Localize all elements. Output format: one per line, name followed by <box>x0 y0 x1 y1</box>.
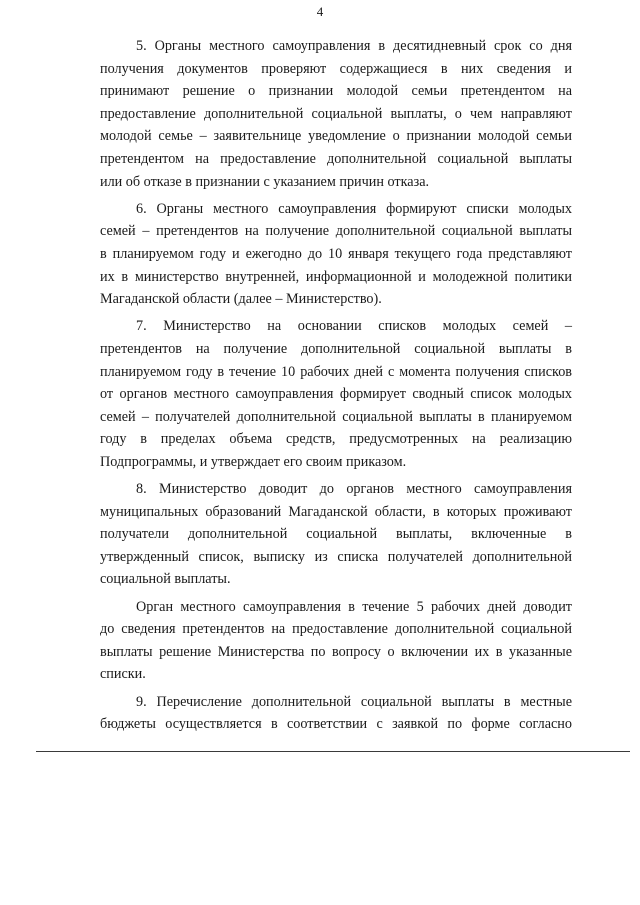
text-line: 9. Перечисление дополнительной социальной выплаты в местные <box>136 693 572 710</box>
text-line: претендентом на предоставление дополнительной социальной выплаты <box>100 150 572 167</box>
text-line: 5. Органы местного самоуправления в десятидневный срок со дня <box>136 38 572 54</box>
text-line: молодой семье – заявительнице уведомление о признании молодой семьи <box>100 128 572 145</box>
text-line: муниципальных образований Магаданской области, в которых проживают <box>100 503 572 520</box>
paragraph-6 <box>100 198 572 311</box>
text-line: 6. Органы местного самоуправления формируют списки молодых <box>136 200 572 217</box>
paragraph-9 <box>100 691 572 736</box>
text-line: в планируемом году и ежегодно до 10 января текущего года представляют <box>100 245 572 262</box>
text-line: социальной выплаты. <box>100 571 231 588</box>
text-line: принимают решение о признании молодой семьи претендентом на <box>100 83 572 100</box>
text-line: или об отказе в признании с указанием причин отказа. <box>100 173 430 190</box>
text-line: семей – получателей дополнительной социальной выплаты в планируемом <box>100 408 572 425</box>
text-line: получатели дополнительной социальной выплаты, включенные в <box>100 526 572 543</box>
text-line: Подпрограммы, и утверждает его своим приказом. <box>100 453 407 470</box>
text-line: бюджеты осуществляется в соответствии с заявкой по форме согласно <box>100 716 572 733</box>
text-line: получения документов проверяют содержащиеся в них сведения и <box>100 60 572 77</box>
text-line: их в министерство внутренней, информационной и молодежной политики <box>100 268 572 285</box>
page-number: 4 <box>316 4 324 19</box>
document-body <box>100 35 572 736</box>
text-line: 8. Министерство доводит до органов местного самоуправления <box>136 481 572 498</box>
text-line: выплаты решение Министерства по вопросу о включении их в указанные <box>100 643 572 660</box>
text-line: семей – претендентов на получение дополнительной социальной выплаты <box>100 223 572 240</box>
page-divider-line <box>36 751 630 752</box>
paragraph-8-continued <box>100 596 572 686</box>
text-line: утвержденный список, выписку из списка получателей дополнительной <box>100 548 572 565</box>
text-line: претендентов на получение дополнительной социальной выплаты в <box>100 340 572 357</box>
text-line: планируемом году в течение 10 рабочих дней с момента получения списков <box>100 363 572 380</box>
text-line: списки. <box>100 666 146 683</box>
paragraph-7 <box>100 315 572 473</box>
paragraph-5 <box>100 35 572 193</box>
text-line: Магаданской области (далее – Министерство). <box>100 291 382 308</box>
text-line: 7. Министерство на основании списков молодых семей – <box>136 318 572 335</box>
paragraph-8 <box>100 478 572 591</box>
text-line: Орган местного самоуправления в течение 5 рабочих дней доводит <box>136 598 572 615</box>
text-line: предоставление дополнительной социальной выплаты, о чем направляют <box>100 105 572 122</box>
text-line: году в пределах объема средств, предусмотренных на реализацию <box>100 431 572 448</box>
text-line: от органов местного самоуправления формирует сводный список молодых <box>100 386 572 403</box>
text-line: до сведения претендентов на предоставление дополнительной социальной <box>100 621 572 638</box>
